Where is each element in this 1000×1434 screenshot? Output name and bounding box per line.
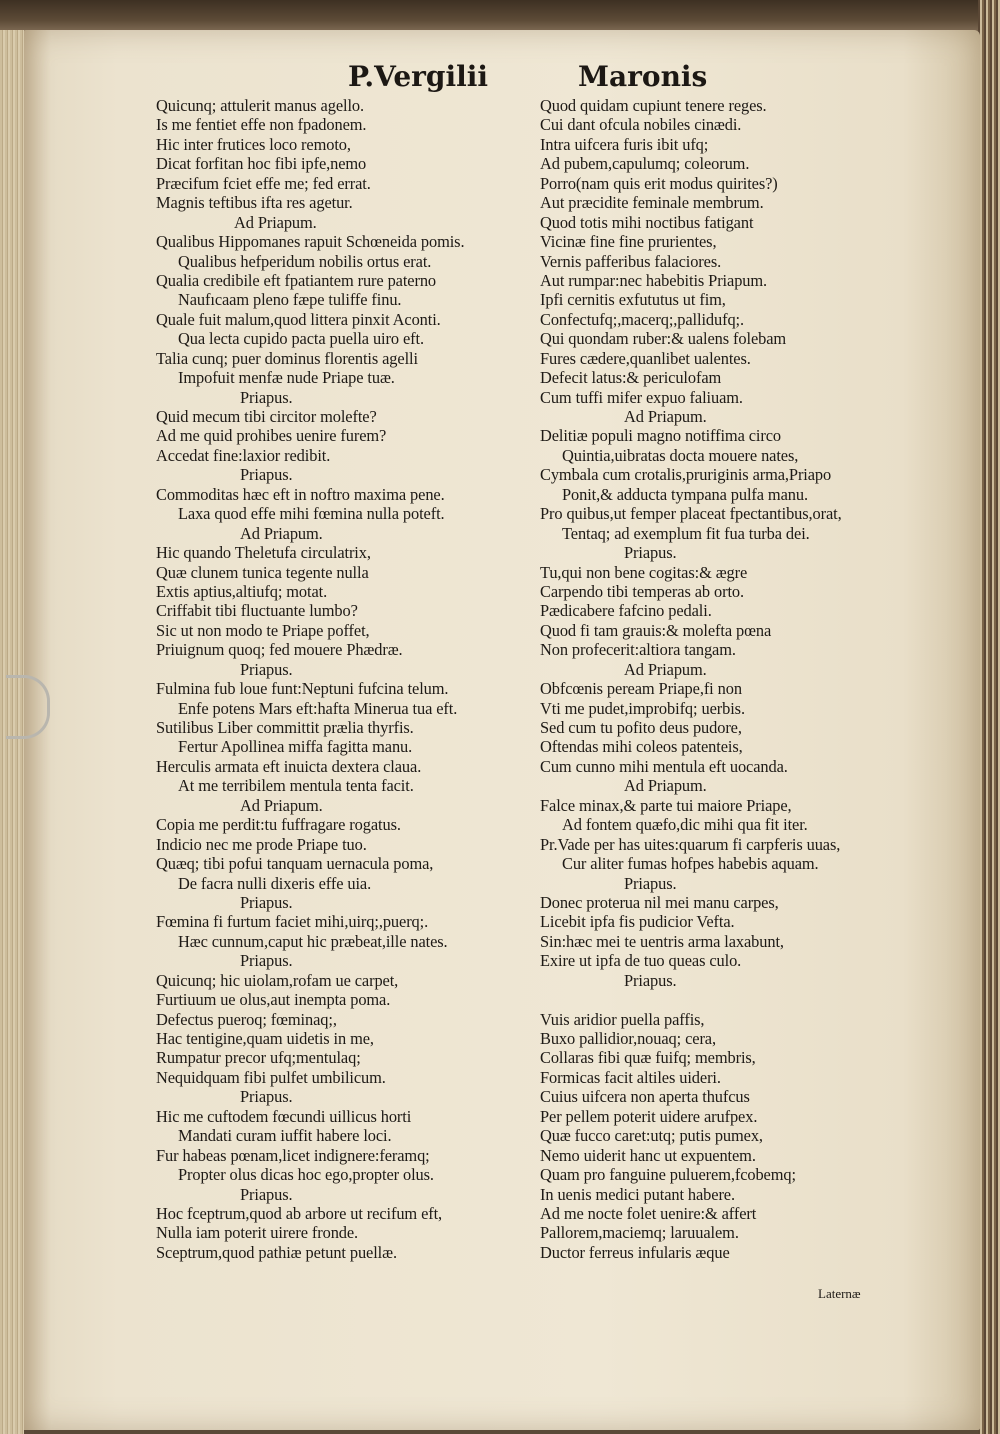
text-line: Fœmina fi furtum faciet mihi,uirq;,puerq;. (156, 912, 429, 932)
text-line: Pr.Vade per has uites:quarum fi carpferis uuas, (540, 834, 841, 854)
text-line: Nulla iam poterit uirere fronde. (156, 1223, 359, 1243)
text-line: Ad Priapum. (624, 776, 707, 796)
text-line: Quod totis mihi noctibus fatigant (540, 212, 754, 232)
text-line: Naufıcaam pleno fæpe tuliffe finu. (178, 290, 402, 310)
text-line: Ad Priapum. (624, 659, 707, 679)
text-line: Hac tentigine,quam uidetis in me, (156, 1029, 374, 1048)
text-line: Cum cunno mihi mentula eft uocanda. (540, 756, 788, 776)
text-line: Tentaq; ad exemplum fit fua turba dei. (562, 523, 810, 543)
text-line: Enfe potens Mars eft:hafta Minerua tua eft. (178, 698, 458, 718)
text-line: Priapus. (240, 387, 293, 407)
text-line: Pallorem,maciemq; laruualem. (540, 1223, 739, 1243)
text-line: Priuignum quoq; fed mouere Phædræ. (156, 640, 403, 660)
text-line: Fulmina fub loue funt:Neptuni fufcina telum. (156, 679, 449, 699)
page-clip (6, 675, 50, 739)
text-line: Delitiæ populi magno notiffima circo (540, 426, 782, 446)
text-line: Cum tuffi mifer expuo faliuam. (540, 387, 743, 407)
text-line: Pro quibus,ut femper placeat fpectantibus,orat, (540, 504, 842, 524)
text-line (540, 990, 842, 1009)
text-line: Aut rumpar:nec habebitis Priapum. (540, 270, 768, 290)
text-line: Priapus. (624, 970, 677, 990)
text-line: Nequidquam fibi pulfet umbilicum. (156, 1067, 386, 1087)
text-line: Indicio nec me prode Priape tuo. (156, 834, 367, 854)
text-line: Vicinæ fine fine prurientes, (540, 232, 717, 252)
text-line: Tu,qui non bene cogitas:& ægre (540, 562, 748, 582)
text-line: Cymbala cum crotalis,pruriginis arma,Priapo (540, 465, 832, 485)
text-line: Vuis aridior puella paffis, (540, 1009, 705, 1029)
text-line: Ad fontem quæfo,dic mihi qua fit iter. (562, 815, 808, 835)
running-head-left: P.Vergilii (348, 60, 489, 93)
text-line: Per pellem poterit uidere arufpex. (540, 1106, 758, 1126)
text-line: Quintia,uibratas docta mouere nates, (562, 445, 799, 465)
text-line: Ductor ferreus infularis æque (540, 1242, 730, 1262)
text-line: Furtiuum ue olus,aut inempta poma. (156, 990, 391, 1010)
text-line: Oftendas mihi coleos patenteis, (540, 737, 743, 757)
text-line: Propter olus dicas hoc ego,propter olus. (178, 1165, 434, 1185)
text-line: Aut præcidite feminale membrum. (540, 193, 764, 213)
text-line: At me terribilem mentula tenta facit. (178, 776, 414, 796)
text-line: Mandati curam iuffit habere loci. (178, 1126, 392, 1146)
text-line: Hic quando Theletufa circulatrix, (156, 543, 371, 563)
text-line: Vernis pafferibus falaciores. (540, 251, 722, 271)
text-line: Ad me quid prohibes uenire furem? (156, 426, 387, 446)
text-line: Impofuit menfæ nude Priape tuæ. (178, 368, 395, 388)
text-line: Cur aliter fumas hofpes habebis aquam. (562, 854, 819, 874)
text-line: Sutilibus Liber committit prælia thyrfis. (156, 718, 414, 737)
text-line: Cuius uifcera non aperta thufcus (540, 1087, 750, 1107)
text-line: Priapus. (240, 465, 293, 485)
text-line: Pædicabere fafcino pedali. (540, 601, 712, 621)
text-line: Laxa quod effe mihi fœmina nulla poteft. (178, 504, 445, 524)
text-line: Qualia credibile eft fpatiantem rure paterno (156, 270, 437, 290)
text-line: Quid mecum tibi circitor molefte? (156, 407, 377, 426)
text-line: Dicat forfitan hoc fibi ipfe,nemo (156, 154, 367, 174)
facing-page-edge (978, 0, 1000, 1434)
text-line: Ad Priapum. (240, 523, 323, 543)
text-line: Ad Priapum. (234, 212, 317, 232)
text-line: Falce minax,& parte tui maiore Priape, (540, 795, 792, 815)
text-line: Non profecerit:altiora tangam. (540, 640, 736, 660)
text-line: Ipfi cernitis exfututus ut fim, (540, 290, 726, 310)
text-line: Herculis armata eft inuicta dextera claua. (156, 756, 422, 776)
text-line: Hæc cunnum,caput hic præbeat,ille nates. (178, 931, 448, 951)
text-line: Hic inter frutices loco remoto, (156, 134, 351, 154)
text-line: Sin:hæc mei te uentris arma laxabunt, (540, 931, 784, 951)
text-line: Vti me pudet,improbifq; uerbis. (540, 698, 745, 718)
text-line: Defecit latus:& periculofam (540, 368, 722, 388)
text-line: Formicas facit altiles uideri. (540, 1067, 721, 1087)
text-line: Quale fuit malum,quod littera pinxit Aconti. (156, 309, 441, 329)
text-line: Quod quidam cupiunt tenere reges. (540, 96, 767, 115)
text-line: Copia me perdit:tu fuffragare rogatus. (156, 815, 401, 835)
text-line: Quæ clunem tunica tegente nulla (156, 562, 369, 582)
text-line: Priapus. (240, 1087, 293, 1107)
text-line: Qualibus Hippomanes rapuit Schœneida pomis. (156, 232, 465, 252)
text-line: Quicunq; hic uiolam,rofam ue carpet, (156, 970, 399, 990)
text-line: In uenis medici putant habere. (540, 1184, 735, 1204)
text-line: Fertur Apollinea miffa fagitta manu. (178, 737, 413, 757)
text-line: Donec proterua nil mei manu carpes, (540, 892, 779, 912)
text-line: Hic me cuftodem fœcundi uillicus horti (156, 1106, 412, 1126)
text-line: Qualibus hefperidum nobilis ortus erat. (178, 251, 432, 271)
catchword: Laternæ (818, 1286, 861, 1301)
text-line: Præcifum fciet effe me; fed errat. (156, 173, 371, 193)
text-line: Porro(nam quis erit modus quirites?) (540, 173, 778, 193)
text-line: Ad me nocte folet uenire:& affert (540, 1203, 757, 1223)
text-line: Nemo uiderit hanc ut expuentem. (540, 1145, 756, 1165)
text-line: Priapus. (624, 543, 677, 563)
text-line: Sceptrum,quod pathiæ petunt puellæ. (156, 1242, 397, 1262)
text-line: De facra nulli dixeris effe uia. (178, 873, 372, 893)
left-text-column (156, 96, 464, 1262)
text-line: Ponit,& adducta tympana pulfa manu. (562, 484, 808, 504)
text-line: Priapus. (624, 873, 677, 893)
text-line: Fur habeas pœnam,licet indignere:feramq; (156, 1145, 430, 1165)
text-line: Quam pro fanguine puluerem,fcobemq; (540, 1165, 796, 1185)
text-line: Qui quondam ruber:& ualens folebam (540, 329, 787, 349)
text-line: Hoc fceptrum,quod ab arbore ut recifum eft, (156, 1203, 443, 1223)
text-line: Qua lecta cupido pacta puella uiro eft. (178, 329, 424, 349)
right-text-column (540, 96, 842, 1262)
text-line: Fures cædere,quanlibet ualentes. (540, 348, 751, 368)
text-line: Talia cunq; puer dominus florentis agelli (156, 348, 418, 368)
text-line: Sed cum tu pofito deus pudore, (540, 718, 742, 737)
text-line: Priapus. (240, 1184, 293, 1204)
text-line: Licebit ipfa fis pudicior Vefta. (540, 912, 735, 932)
text-line: Intra uifcera furis ibit ufq; (540, 134, 709, 154)
text-line: Ad Priapum. (240, 795, 323, 815)
text-line: Quæq; tibi pofui tanquam uernacula poma, (156, 854, 434, 874)
text-line: Sic ut non modo te Priape poffet, (156, 620, 370, 640)
text-line: Priapus. (240, 892, 293, 912)
text-line: Carpendo tibi temperas ab orto. (540, 581, 745, 601)
text-line: Priapus. (240, 659, 293, 679)
text-line: Accedat fine:laxior redibit. (156, 445, 331, 465)
text-line: Priapus. (240, 951, 293, 971)
text-line: Quod fi tam grauis:& molefta pœna (540, 620, 772, 640)
text-line: Exire ut ipfa de tuo queas culo. (540, 951, 742, 971)
text-line: Ad pubem,capulumq; coleorum. (540, 154, 750, 174)
text-line: Ad Priapum. (624, 407, 707, 426)
text-line: Is me fentiet effe non fpadonem. (156, 115, 367, 135)
text-line: Obfcœnis peream Priape,fi non (540, 679, 742, 699)
text-line: Quæ fucco caret:utq; putis pumex, (540, 1126, 763, 1146)
text-line: Extis aptius,altiufq; motat. (156, 581, 328, 601)
text-line: Quicunq; attulerit manus agello. (156, 96, 365, 115)
text-line: Commoditas hæc eft in noftro maxima pene. (156, 484, 445, 504)
text-line: Buxo pallidior,nouaq; cera, (540, 1029, 716, 1048)
text-line: Defectus pueroq; fœminaq;, (156, 1009, 337, 1029)
text-line: Magnis teftibus ifta res agetur. (156, 193, 353, 213)
text-line: Cui dant ofcula nobiles cinædi. (540, 115, 742, 135)
text-line: Confectufq;,macerq;,pallidufq;. (540, 309, 744, 329)
text-line: Collaras fibi quæ fuifq; membris, (540, 1048, 756, 1068)
text-line: Criffabit tibi fluctuante lumbo? (156, 601, 358, 621)
running-head-right: Maronis (578, 60, 708, 93)
text-line: Rumpatur precor ufq;mentulaq; (156, 1048, 361, 1068)
